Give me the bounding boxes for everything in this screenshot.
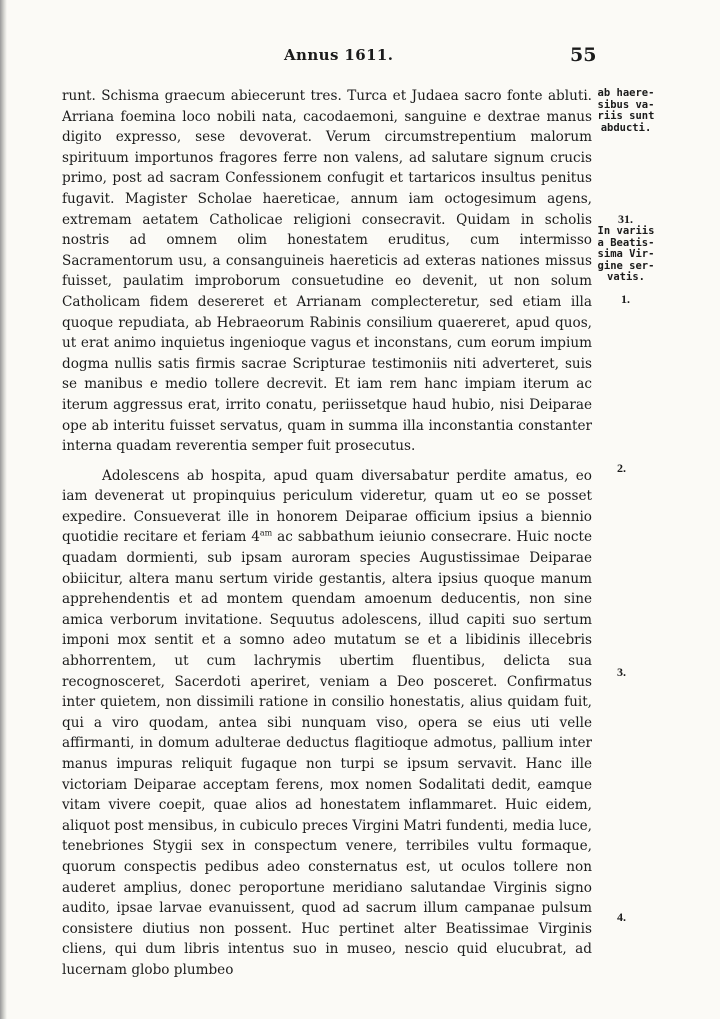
margin-note-abducti: ab haere- sibus va- riis sunt abducti. xyxy=(597,87,655,134)
margin-number-3: 3. xyxy=(617,665,626,679)
paragraph-2 xyxy=(62,466,592,981)
binding-shadow xyxy=(0,0,7,1019)
running-head: Annus 1611. xyxy=(284,46,394,64)
paragraph-2-part-1: Adolescens ab hospita, apud quam diversabatur perdite amatus, eo iam devenerat ut propinquius periculum videretur, quam ut eo se posset expedire. Consueverat ille in honorem Deiparae officium ipsius a biennio quotidie recitare et feriam 4 xyxy=(62,467,592,546)
margin-note-servatis: In variis a Beatis- sima Vir- gine ser- vatis. xyxy=(597,225,655,283)
paragraph-2-part-2: ac sabbathum ieiunio consecrare. Huic nocte quadam dormienti, sub ipsam auroram species Augustissimae Deiparae obiicitur, altera manu sertum viride gestantis, altera ipsius quoque manum apprehendentis et ad montem quendam amoenum deducentis, non sine amica verborum invitatione. Sequutus adolescens, illud capiti suo sertum imponi mox sentit et a somno adeo mutatum se et a libidinis illecebris abhorrentem, ut cum lachrymis ubertim fluentibus, delicta sua recognosceret, Sacerdoti aperiret, veniam a Deo posceret. Confirmatus inter quietem, non dissimili ratione in consilio honestatis, alius quidam fuit, qui a viro quodam, antea sibi nunquam viso, opera se eius uti velle affirmanti, in domum adulterae deductus flagitioque admotus, pallium inter manus impuras reliquit fugaque non turpi se ipsum servavit. Hanc ille victoriam Deiparae acceptam ferens, mox nomen Sodalitati dedit, eamque vitam vivere coepit, quae alios ad honestatem inflammaret. Huic eidem, aliquot post mensibus, in cubiculo preces Virgini Matri fundenti, media luce, tenebriones Stygii sex in conspectum venere, terribiles vultu formaque, quorum conspectis pedibus adeo consternatus est, ut oculos tollere non auderet amplius, donec peroportune meridiano salutandae Virginis signo audito, ipsae larvae evanuissent, quod ad sacrum illum campanae pulsum consistere diutius non possent. Huc pertinet alter Beatissimae Virginis cliens, qui dum libris intentus suo in museo, nescio quid elucubrat, ad lucernam globo plumbeo xyxy=(62,529,592,978)
margin-number-4: 4. xyxy=(617,910,626,924)
margin-number-31: 31. xyxy=(618,212,633,226)
superscript-am: am xyxy=(259,528,273,538)
body-text xyxy=(62,86,592,981)
margin-number-1: 1. xyxy=(621,292,630,306)
paragraph-1: runt. Schisma graecum abiecerunt tres. Turca et Judaea sacro fonte abluti. Arriana foemina loco nobili nata, cacodaemoni, sanguine e dextrae manus digito expresso, sese devoverat. Verum circumstrepentium malorum spirituum importunos fragores ferre non valens, ad salutare signum crucis primo, post ad sacram Confessionem confugit et tartaricos insultus penitus fugavit. Magister Scholae haereticae, annum iam octogesimum agens, extremam aetatem Catholicae religioni consecravit. Quidam in scholis nostris ad omnem olim honestatem eruditus, cum intermisso Sacramentorum usu, a consanguineis haereticis ad exteras nationes missus fuisset, paulatim improborum consuetudine eo devenit, ut non solum Catholicam fidem desereret et Arrianam complecteretur, sed etiam illa quoque repudiata, ab Hebraeorum Rabinis consilium quaereret, apud quos, ut erat animo inquietus ingenioque vagus et inconstans, cum eorum impium dogma nullis satis firmis sacrae Scripturae testimoniis niti adverteret, suis se manibus e medio tollere decrevit. Et iam rem hanc impiam iterum ac iterum aggressus erat, irrito conatu, periissetque haud hubio, nisi Deiparae ope ab interitu fuisset servatus, quam in summa illa inconstantia constanter interna quadam reverentia semper fuit prosecutus. xyxy=(62,88,592,455)
margin-number-2: 2. xyxy=(617,461,626,475)
page-number: 55 xyxy=(570,44,597,66)
